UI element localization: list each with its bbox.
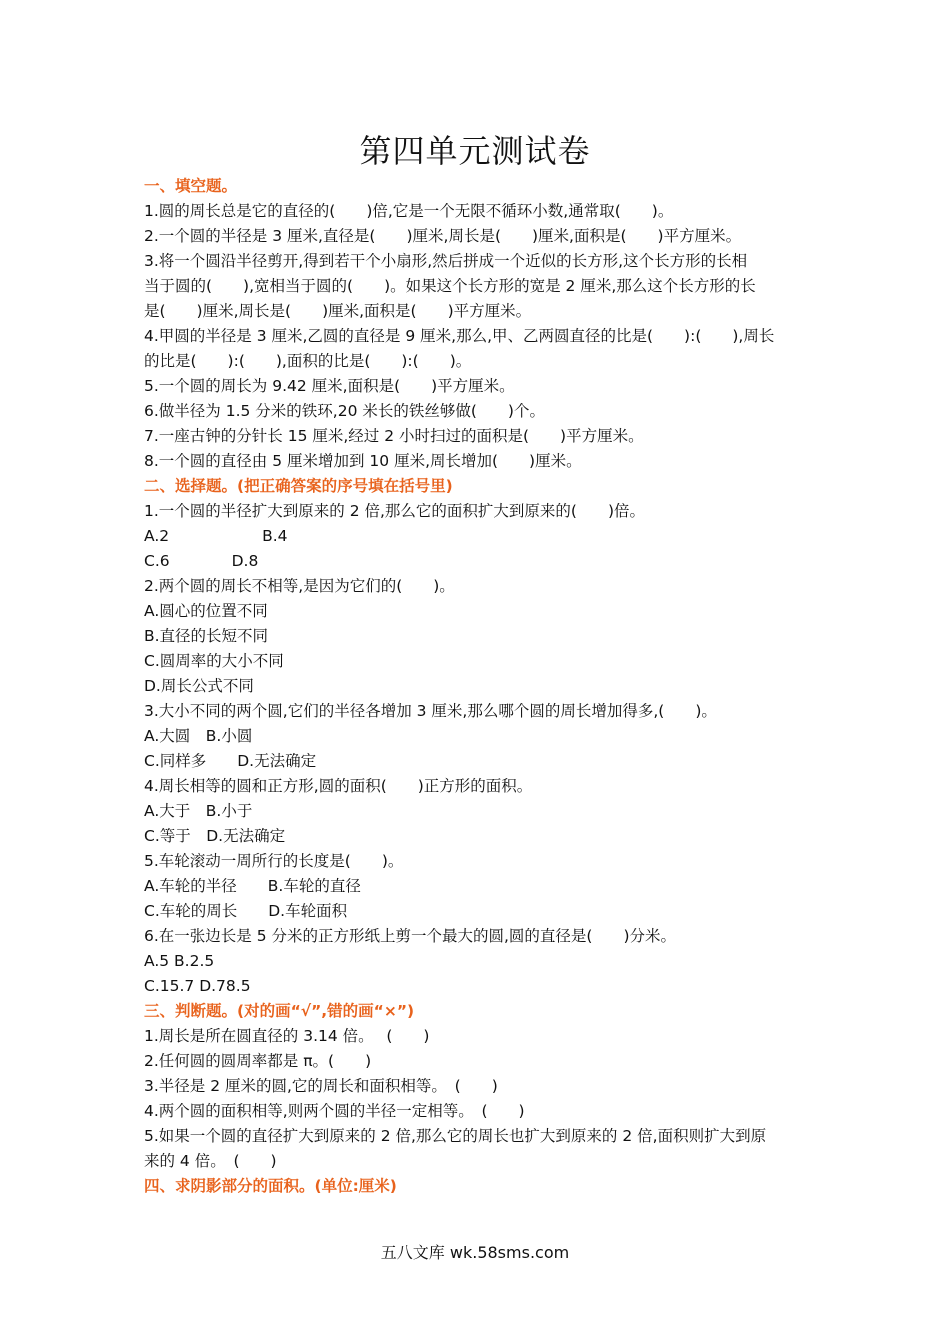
question-line: C.车轮的周长 D.车轮面积: [144, 902, 348, 920]
question-line: 2.一个圆的半径是 3 厘米,直径是( )厘米,周长是( )厘米,面积是( )平方厘米。: [144, 227, 742, 245]
question-line: A.大圆 B.小圆: [144, 727, 253, 745]
question-line: 1.一个圆的半径扩大到原来的 2 倍,那么它的面积扩大到原来的( )倍。: [144, 502, 646, 520]
question-line: 6.做半径为 1.5 分米的铁环,20 米长的铁丝够做( )个。: [144, 402, 545, 420]
question-line: 1.周长是所在圆直径的 3.14 倍。 ( ): [144, 1027, 430, 1045]
question-line: A.车轮的半径 B.车轮的直径: [144, 877, 361, 895]
question-line: C.15.7 D.78.5: [144, 977, 251, 995]
question-line: 3.将一个圆沿半径剪开,得到若干个小扇形,然后拼成一个近似的长方形,这个长方形的长相: [144, 252, 748, 270]
question-line: B.直径的长短不同: [144, 627, 269, 645]
question-line: D.周长公式不同: [144, 677, 254, 695]
question-line: 的比是( ):( ),面积的比是( ):( )。: [144, 352, 472, 370]
section-heading: 一、填空题。: [144, 177, 238, 195]
question-line: 5.一个圆的周长为 9.42 厘米,面积是( )平方厘米。: [144, 377, 515, 395]
question-line: 3.大小不同的两个圆,它们的半径各增加 3 厘米,那么哪个圆的周长增加得多,( )。: [144, 702, 717, 720]
question-line: 当于圆的( ),宽相当于圆的( )。如果这个长方形的宽是 2 厘米,那么这个长方形的长: [144, 277, 756, 295]
question-line: C.6 D.8: [144, 552, 259, 570]
question-line: 2.两个圆的周长不相等,是因为它们的( )。: [144, 577, 455, 595]
question-line: 来的 4 倍。 ( ): [144, 1152, 277, 1170]
question-line: A.5 B.2.5: [144, 952, 215, 970]
document-body: [144, 174, 816, 1199]
section-heading: 四、求阴影部分的面积。(单位:厘米): [144, 1177, 397, 1195]
question-line: C.同样多 D.无法确定: [144, 752, 317, 770]
question-line: 8.一个圆的直径由 5 厘米增加到 10 厘米,周长增加( )厘米。: [144, 452, 582, 470]
section-heading: 二、选择题。(把正确答案的序号填在括号里): [144, 477, 453, 495]
question-line: 5.如果一个圆的直径扩大到原来的 2 倍,那么它的周长也扩大到原来的 2 倍,面积则扩大到原: [144, 1127, 767, 1145]
page-title: 第四单元测试卷: [359, 132, 591, 170]
question-line: A.大于 B.小于: [144, 802, 253, 820]
question-line: 4.两个圆的面积相等,则两个圆的半径一定相等。 ( ): [144, 1102, 525, 1120]
question-line: 4.周长相等的圆和正方形,圆的面积( )正方形的面积。: [144, 777, 533, 795]
question-line: 2.任何圆的圆周率都是 π。( ): [144, 1052, 372, 1070]
question-line: 1.圆的周长总是它的直径的( )倍,它是一个无限不循环小数,通常取( )。: [144, 202, 674, 220]
question-line: A.2 B.4: [144, 527, 288, 545]
question-line: C.等于 D.无法确定: [144, 827, 286, 845]
question-line: 6.在一张边长是 5 分米的正方形纸上剪一个最大的圆,圆的直径是( )分米。: [144, 927, 677, 945]
question-line: 3.半径是 2 厘米的圆,它的周长和面积相等。 ( ): [144, 1077, 498, 1095]
question-line: 4.甲圆的半径是 3 厘米,乙圆的直径是 9 厘米,那么,甲、乙两圆直径的比是( ):( ),周长: [144, 327, 775, 345]
question-line: A.圆心的位置不同: [144, 602, 268, 620]
footer-watermark: 五八文库 wk.58sms.com: [380, 1243, 570, 1262]
question-line: 7.一座古钟的分针长 15 厘米,经过 2 小时扫过的面积是( )平方厘米。: [144, 427, 644, 445]
question-line: C.圆周率的大小不同: [144, 652, 284, 670]
question-line: 5.车轮滚动一周所行的长度是( )。: [144, 852, 404, 870]
question-line: 是( )厘米,周长是( )厘米,面积是( )平方厘米。: [144, 302, 532, 320]
section-heading: 三、判断题。(对的画“√”,错的画“×”): [144, 1002, 415, 1020]
